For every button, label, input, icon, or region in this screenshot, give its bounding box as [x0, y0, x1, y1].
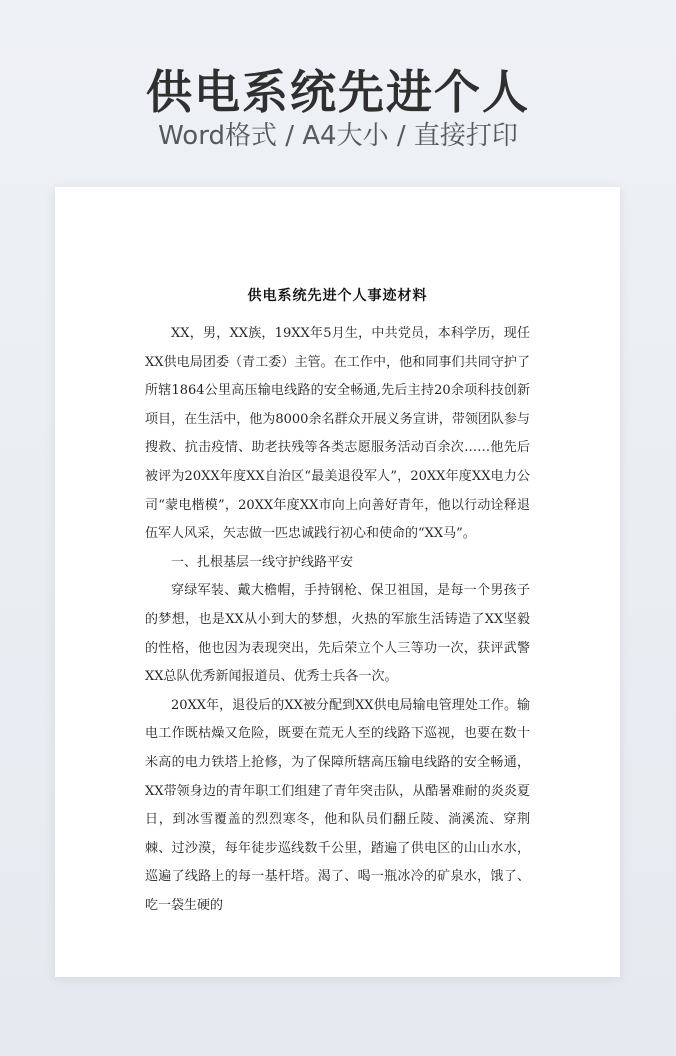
paragraph-intro: XX，男，XX族，19XX年5月生，中共党员，本科学历，现任XX供电局团委（青工委）主管。在工作中，他和同事们共同守护了所辖1864公里高压输电线路的安全畅通,先后主持20余项科技创新项目，在生活中，他为8000余名群众开展义务宣讲，带领团队参与搜救、抗击疫情、助老扶残等各类志愿服务活动百余次……他先后被评为20XX年度XX自治区“最美退役军人”，20XX年度XX电力公司“蒙电楷模”，20XX年度XX市向上向善好青年，他以行动诠释退伍军人风采，矢志做一匹忠诚践行初心和使命的“XX马”。 [145, 326, 530, 542]
paragraph-military: 穿绿军装、戴大檐帽，手持钢枪、保卫祖国，是每一个男孩子的梦想，也是XX从小到大的梦想，火热的军旅生活铸造了XX坚毅的性格，他也因为表现突出，先后荣立个人三等功一次，获评武警XX总队优秀新闻报道员、优秀士兵各一次。 [145, 583, 530, 685]
document-page [55, 187, 620, 977]
section-heading: 一、扎根基层一线守护线路平安 [171, 554, 354, 570]
document-body [145, 320, 530, 920]
paragraph-work: 20XX年，退役后的XX被分配到XX供电局输电管理处工作。输电工作既枯燥又危险，既要在荒无人至的线路下巡视，也要在数十米高的电力铁塔上抢修，为了保障所辖高压输电线路的安全畅通，XX带领身边的青年职工们组建了青年突击队，从酷暑难耐的炎炎夏日，到冰雪覆盖的烈烈寒冬，他和队员们翻丘陵、淌溪流、穿荆棘、过沙漠，每年徒步巡线数千公里，踏遍了供电区的山山水水，巡遍了线路上的每一基杆塔。渴了、喝一瓶冰冷的矿泉水，饿了、吃一袋生硬的 [145, 697, 530, 913]
banner-title: 供电系统先进个人 [146, 65, 530, 119]
banner [0, 0, 676, 180]
banner-subtitle: Word格式 / A4大小 / 直接打印 [158, 121, 518, 151]
document-title: 供电系统先进个人事迹材料 [247, 288, 428, 304]
